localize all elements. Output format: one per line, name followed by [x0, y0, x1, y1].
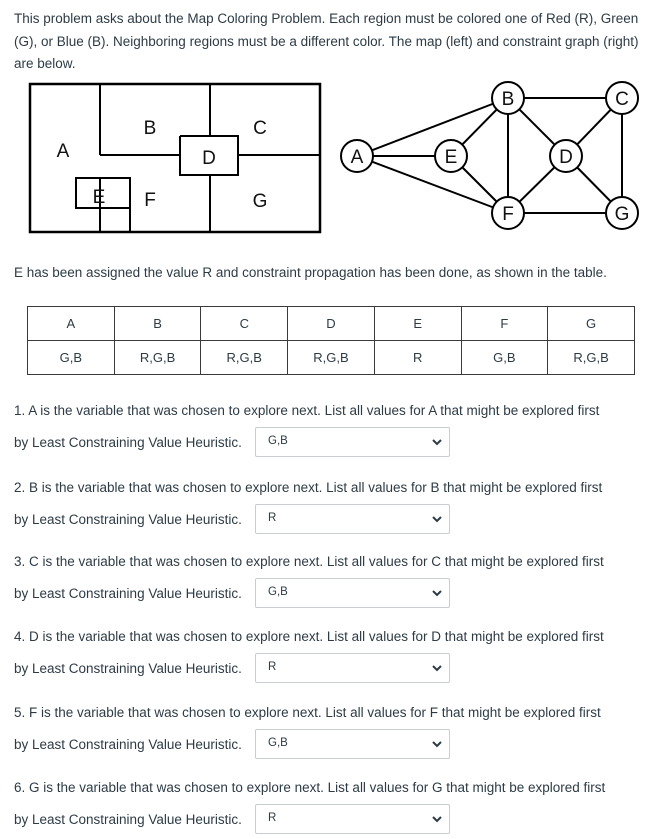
node-label-g: G — [614, 204, 630, 225]
table-header-cell: G — [548, 307, 635, 341]
table-cell: R,G,B — [114, 341, 201, 375]
question-line — [14, 735, 642, 755]
dropdown-value: R — [268, 512, 277, 524]
question-4 — [14, 627, 642, 679]
table-header-cell: E — [374, 307, 461, 341]
table-header-row — [28, 307, 635, 341]
table-cell: G,B — [461, 341, 548, 375]
table-header-cell: D — [288, 307, 375, 341]
question-3 — [14, 552, 642, 604]
dropdown-value: G,B — [268, 737, 288, 749]
answer-dropdown-3[interactable] — [255, 578, 450, 608]
node-label-e: E — [444, 147, 458, 168]
chevron-down-icon — [431, 437, 443, 447]
question-line — [14, 584, 642, 604]
table-cell: G,B — [28, 341, 115, 375]
question-2 — [14, 478, 642, 530]
map-labels — [57, 118, 268, 212]
edge-a-f — [357, 156, 508, 213]
propagation-status: E has been assigned the value R and constraint propagation has been done, as shown in the table. — [14, 265, 607, 280]
table-row — [28, 341, 635, 375]
question-text: 5. F is the variable that was chosen to explore next. List all values for F that might be explored first — [14, 705, 601, 720]
question-text: by Least Constraining Value Heuristic. — [14, 812, 242, 827]
question-text: by Least Constraining Value Heuristic. — [14, 435, 242, 450]
region-map — [30, 84, 320, 232]
answer-dropdown-1[interactable] — [255, 427, 450, 457]
dropdown-value: G,B — [268, 586, 288, 598]
question-line — [14, 659, 642, 679]
answer-dropdown-5[interactable] — [255, 729, 450, 759]
chevron-down-icon — [431, 663, 443, 673]
chevron-down-icon — [431, 739, 443, 749]
map-label-a: A — [56, 141, 70, 162]
answer-dropdown-6[interactable] — [255, 804, 450, 834]
table-header-cell: B — [114, 307, 201, 341]
question-line — [14, 810, 642, 830]
edge-a-b — [357, 98, 508, 156]
chevron-down-icon — [431, 588, 443, 598]
table-cell: R,G,B — [201, 341, 288, 375]
question-1 — [14, 401, 642, 453]
question-5 — [14, 703, 642, 755]
question-line — [14, 510, 642, 530]
question-line — [14, 433, 642, 453]
question-text: 6. G is the variable that was chosen to explore next. List all values for G that might be explored first — [14, 780, 606, 795]
table-header-cell: C — [201, 307, 288, 341]
question-text: by Least Constraining Value Heuristic. — [14, 661, 242, 676]
dropdown-value: R — [268, 812, 277, 824]
map-border — [30, 84, 320, 232]
domains-table — [27, 306, 635, 375]
node-label-d: D — [559, 147, 573, 168]
answer-dropdown-4[interactable] — [255, 653, 450, 683]
chevron-down-icon — [431, 514, 443, 524]
dropdown-value: R — [268, 661, 277, 673]
node-label-c: C — [615, 89, 629, 110]
table-header-cell: A — [28, 307, 115, 341]
problem-intro: This problem asks about the Map Coloring Problem. Each region must be colored one of Red (R), Green (G), or Blue (B). Neighboring regions must be a different color. The map (left) and constraint graph (right) are below. — [14, 11, 639, 71]
table-header-cell: F — [461, 307, 548, 341]
table-cell: R,G,B — [548, 341, 635, 375]
node-label-a: A — [350, 147, 364, 168]
constraint-graph — [341, 82, 638, 229]
node-label-f: F — [502, 204, 514, 225]
question-text: 4. D is the variable that was chosen to explore next. List all values for D that might be explored first — [14, 629, 604, 644]
table-cell: R,G,B — [288, 341, 375, 375]
question-text: by Least Constraining Value Heuristic. — [14, 737, 242, 752]
question-text: 3. C is the variable that was chosen to explore next. List all values for C that might be explored first — [14, 554, 604, 569]
map-and-constraint-graph-figure — [0, 78, 652, 238]
answer-dropdown-2[interactable] — [255, 504, 450, 534]
map-label-e: E — [92, 187, 106, 208]
map-label-b: B — [143, 118, 157, 139]
map-label-d: D — [202, 148, 216, 169]
dropdown-value: G,B — [268, 435, 288, 447]
map-label-g: G — [252, 191, 268, 212]
map-label-f: F — [144, 190, 156, 211]
map-label-c: C — [253, 118, 267, 139]
node-label-b: B — [501, 89, 515, 110]
question-text: by Least Constraining Value Heuristic. — [14, 512, 242, 527]
table-cell: R — [374, 341, 461, 375]
question-text: 1. A is the variable that was chosen to explore next. List all values for A that might be explored first — [14, 403, 600, 418]
figure-svg — [0, 78, 652, 238]
question-6 — [14, 778, 642, 830]
chevron-down-icon — [431, 814, 443, 824]
question-text: 2. B is the variable that was chosen to explore next. List all values for B that might be explored first — [14, 480, 603, 495]
question-text: by Least Constraining Value Heuristic. — [14, 586, 242, 601]
